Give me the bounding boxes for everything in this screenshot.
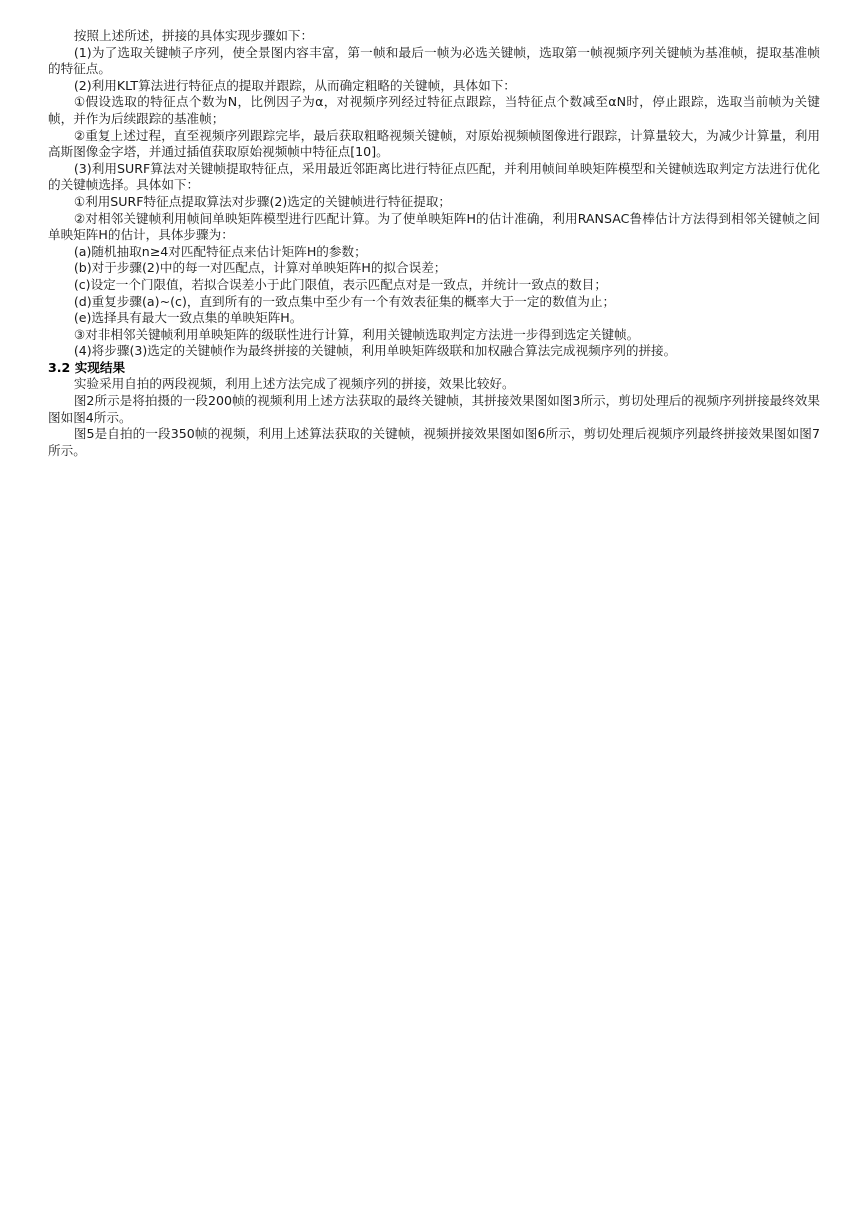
paragraph-result-2: 图2所示是将拍摄的一段200帧的视频利用上述方法获取的最终关键帧，其拼接效果图如图3所示，剪切处理后的视频序列拼接最终效果图如图4所示。 bbox=[48, 393, 820, 425]
paragraph-result-3: 图5是自拍的一段350帧的视频，利用上述算法获取的关键帧，视频拼接效果图如图6所示，剪切处理后视频序列最终拼接效果图如图7所示。 bbox=[48, 426, 820, 458]
paragraph-ransac-e: (e)选择具有最大一致点集的单映矩阵H。 bbox=[73, 310, 303, 326]
paragraph-ransac-d: (d)重复步骤(a)~(c)，直到所有的一致点集中至少有一个有效表征集的概率大于一定的数值为止； bbox=[73, 293, 616, 309]
paragraph-ransac-a: (a)随机抽取n≥4对匹配特征点来估计矩阵H的参数； bbox=[73, 243, 367, 259]
paragraph-step-1: (1)为了选取关键帧子序列，使全景图内容丰富，第一帧和最后一帧为必选关键帧，选取第一帧视频序列关键帧为基准帧，提取基准帧的特征点。 bbox=[48, 44, 820, 77]
paragraph-intro: 按照上述所述，拼接的具体实现步骤如下： bbox=[73, 28, 314, 43]
paragraph-step-3-sub-3: ③对非相邻关键帧利用单映矩阵的级联性进行计算，利用关键帧选取判定方法进一步得到选定关键帧。 bbox=[73, 326, 640, 342]
paragraph-step-4: (4)将步骤(3)选定的关键帧作为最终拼接的关键帧，利用单映矩阵级联和加权融合算法完成视频序列的拼接。 bbox=[73, 343, 677, 359]
paragraph-step-3: (3)利用SURF算法对关键帧提取特征点，采用最近邻距离比进行特征点匹配，并利用帧间单映矩阵模型和关键帧选取判定方法进行优化的关键帧选择。具体如下： bbox=[48, 160, 820, 193]
paragraph-ransac-b: (b)对于步骤(2)中的每一对匹配点，计算对单映矩阵H的拟合误差； bbox=[73, 260, 447, 276]
paragraph-step-2-sub-1: ①假设选取的特征点个数为N，比例因子为α，对视频序列经过特征点跟踪，当特征点个数减至αN时，停止跟踪，选取当前帧为关键帧，并作为后续跟踪的基准帧； bbox=[48, 94, 820, 126]
paragraph-ransac-c: (c)设定一个门限值，若拟合误差小于此门限值，表示匹配点对是一致点，并统计一致点的数目； bbox=[73, 276, 607, 292]
paragraph-step-3-sub-1: ①利用SURF特征点提取算法对步骤(2)选定的关键帧进行特征提取； bbox=[73, 193, 452, 209]
paragraph-result-1: 实验采用自拍的两段视频，利用上述方法完成了视频序列的拼接，效果比较好。 bbox=[73, 376, 515, 392]
paragraph-step-3-sub-2: ②对相邻关键帧利用帧间单映矩阵模型进行匹配计算。为了使单映矩阵H的估计准确，利用RANSAC鲁棒估计方法得到相邻关键帧之间单映矩阵H的估计，具体步骤为： bbox=[48, 210, 820, 243]
document-page bbox=[48, 28, 820, 459]
paragraph-step-2-sub-2: ②重复上述过程，直至视频序列跟踪完毕，最后获取粗略视频关键帧，对原始视频帧图像进行跟踪，计算量较大，为减少计算量，利用高斯图像金字塔，并通过插值获取原始视频帧中特征点[10]。 bbox=[48, 127, 820, 160]
paragraph-step-2: (2)利用KLT算法进行特征点的提取并跟踪，从而确定粗略的关键帧，具体如下： bbox=[73, 77, 516, 93]
section-heading: 3.2 实现结果 bbox=[48, 359, 126, 375]
